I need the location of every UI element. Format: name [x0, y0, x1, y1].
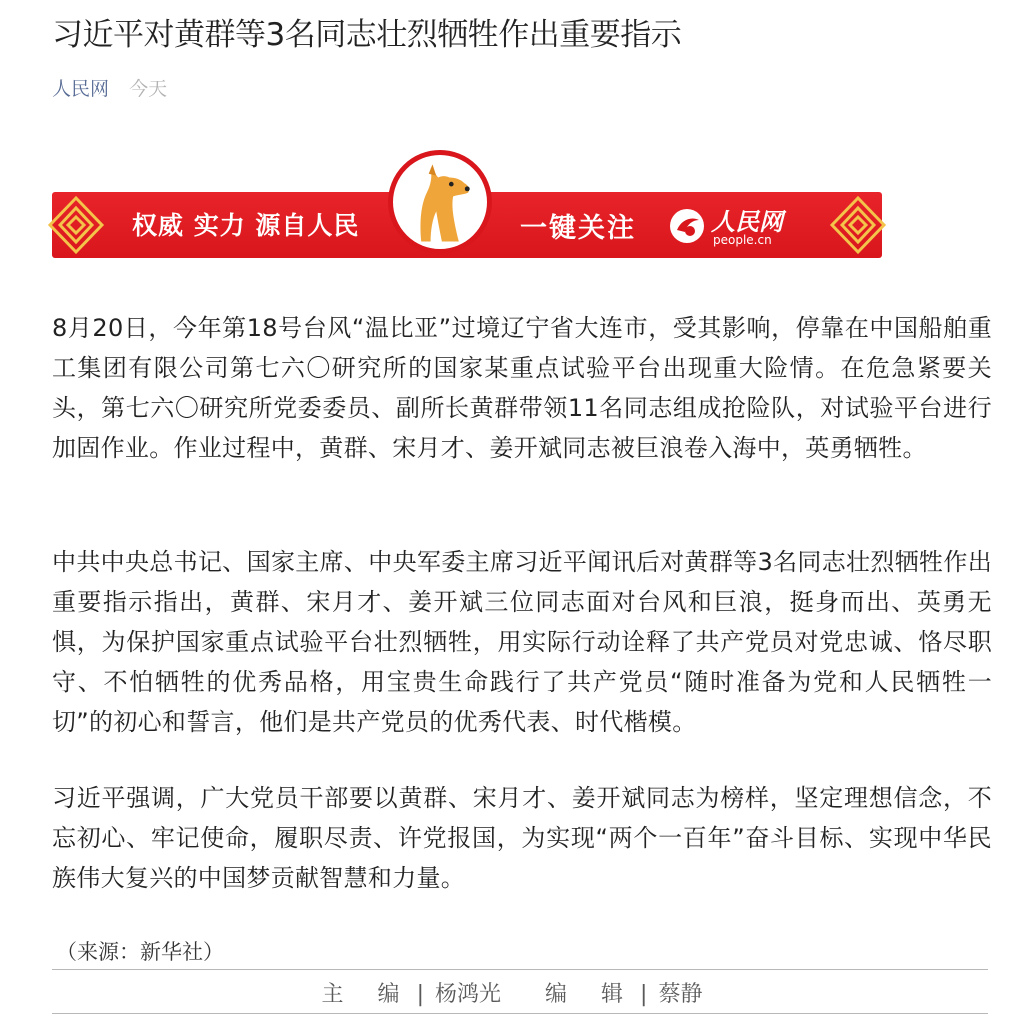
editor-name: 蔡静	[658, 982, 703, 1007]
chief-editor-label: 主 编	[321, 982, 406, 1007]
footer-divider	[52, 969, 988, 970]
follow-banner[interactable]	[52, 150, 882, 262]
article-meta	[52, 74, 167, 104]
article-paragraph: 习近平强调，广大党员干部要以黄群、宋月才、姜开斌同志为榜样，坚定理想信念，不忘初心、牢记使命，履职尽责、许党报国，为实现“两个一百年”奋斗目标、实现中华民族伟大复兴的中国梦贡献智慧和力量。	[52, 784, 992, 892]
credit-separator: |	[640, 982, 648, 1007]
people-logo-en: people.cn	[713, 233, 772, 247]
people-logo-cn: 人民网	[711, 207, 783, 236]
people-cn-logo	[667, 202, 793, 252]
article-title: 习近平对黄群等3名同志壮烈牺牲作出重要指示	[52, 17, 682, 53]
people-logo-mark-icon	[667, 206, 707, 246]
follow-button-label[interactable]: 一键关注	[520, 213, 636, 244]
article-paragraph: 8月20日，今年第18号台风“温比亚”过境辽宁省大连市，受其影响，停靠在中国船舶重工集团有限公司第七六〇研究所的国家某重点试验平台出现重大险情。在危急紧要关头，第七六〇研究所党委委员、副所长黄群带领11名同志组成抢险队，对试验平台进行加固作业。作业过程中，黄群、宋月才、姜开斌同志被巨浪卷入海中，英勇牺牲。	[52, 314, 992, 462]
lattice-ornament-icon	[46, 194, 106, 256]
article-source-link[interactable]: 人民网	[52, 78, 110, 100]
chief-editor-name: 杨鸿光	[434, 982, 501, 1007]
footer-divider	[52, 1013, 988, 1014]
banner-slogan: 权威 实力 源自人民	[132, 211, 360, 240]
dog-mascot-icon	[388, 150, 492, 254]
article-date: 今天	[129, 78, 168, 100]
article-paragraph: 中共中央总书记、国家主席、中央军委主席习近平闻讯后对黄群等3名同志壮烈牺牲作出重要指示指出，黄群、宋月才、姜开斌三位同志面对台风和巨浪，挺身而出、英勇无惧，为保护国家重点试验平台壮烈牺牲，用实际行动诠释了共产党员对党忠诚、恪尽职守、不怕牺牲的优秀品格，用宝贵生命践行了共产党员“随时准备为党和人民牺牲一切”的初心和誓言，他们是共产党员的优秀代表、时代楷模。	[52, 548, 992, 736]
editor-credits	[0, 978, 1024, 1012]
source-note: （来源：新华社）	[56, 940, 224, 964]
lattice-ornament-icon	[828, 194, 888, 256]
credit-separator: |	[416, 982, 424, 1007]
editor-label: 编 辑	[545, 982, 630, 1007]
